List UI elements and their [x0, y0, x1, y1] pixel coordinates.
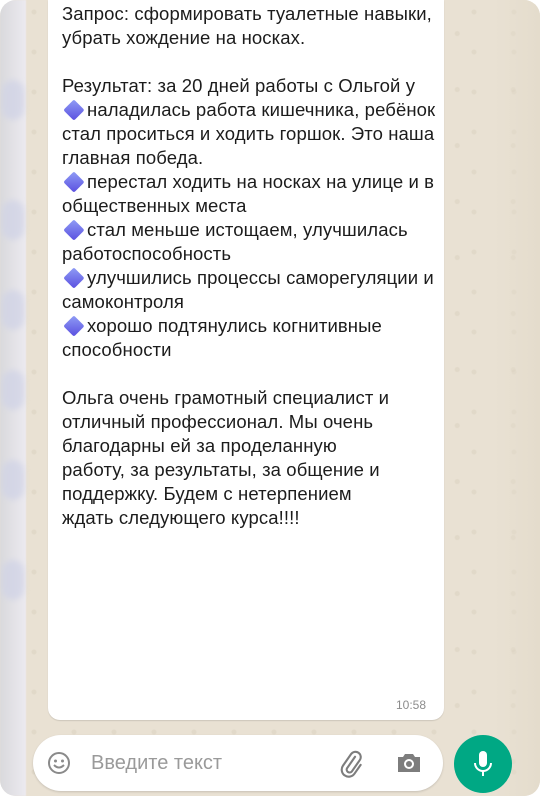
diamond-bullet-icon: [63, 267, 84, 288]
diamond-bullet-icon: [63, 219, 84, 240]
message-text: [62, 0, 442, 530]
closing-text: Ольга очень грамотный специалист и отличный профессионал. Мы очень благодарны ей за проделанную работу, за результаты, за общение и поддержку. Будем с нетерпением ждать следующего курса!!!!: [62, 387, 390, 528]
list-item: стал меньше истощаем, улучшилась работоспособность: [62, 219, 408, 264]
result-intro: Результат: за 20 дней работы с Ольгой у: [62, 75, 416, 96]
diamond-bullet-icon: [63, 99, 84, 120]
list-item: хорошо подтянулись когнитивные способности: [62, 315, 382, 360]
blurred-sidebar: [0, 0, 26, 796]
microphone-icon: [471, 749, 495, 779]
message-input[interactable]: Введите текст: [91, 752, 223, 774]
paperclip-icon[interactable]: [337, 750, 365, 778]
list-item: наладилась работа кишечника, ребёнок стал проситься и ходить горшок. Это наша главная победа.: [62, 99, 436, 168]
list-item: улучшились процессы саморегуляции и самоконтроля: [62, 267, 434, 312]
message-composer[interactable]: [33, 735, 443, 791]
message-time: 10:58: [396, 698, 427, 712]
emoji-icon[interactable]: [47, 751, 71, 775]
list-item: перестал ходить на носках на улице и в общественных места: [62, 171, 435, 216]
diamond-bullet-icon: [63, 315, 84, 336]
camera-icon[interactable]: [395, 750, 423, 776]
diamond-bullet-icon: [63, 171, 84, 192]
right-edge-shade: [494, 0, 540, 796]
request-text: Запрос: сформировать туалетные навыки, убрать хождение на носках.: [62, 3, 432, 48]
microphone-button[interactable]: [454, 735, 512, 793]
